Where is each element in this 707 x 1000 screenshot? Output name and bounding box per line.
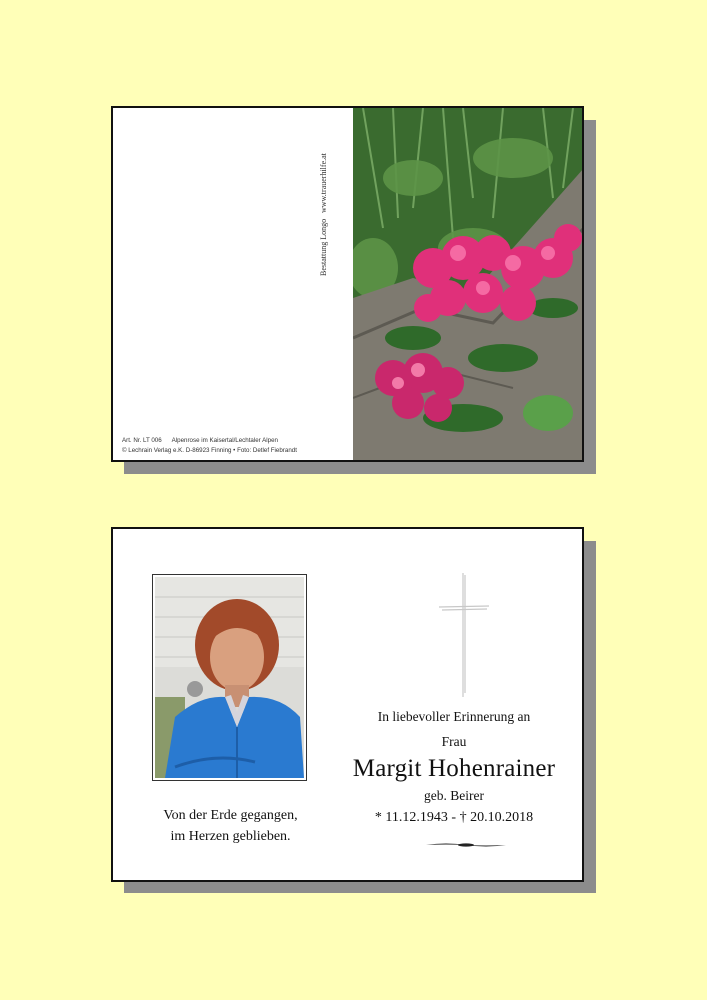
publisher-imprint — [122, 436, 297, 456]
back-card — [111, 106, 584, 462]
undertaker-imprint — [319, 126, 335, 276]
salutation: Frau — [441, 734, 467, 749]
portrait-photo — [152, 574, 307, 781]
photo-caption: Alpenrose im Kaisertal/Lechtaler Alpen — [171, 437, 278, 444]
memorial-intro: In liebevoller Erinnerung an — [377, 709, 531, 724]
copyright-line: © Lechrain Verlag e.K. D-86923 Finning • Foto: Detlef Fiebrandt — [122, 447, 297, 454]
quote-line-2: im Herzen geblieben. — [170, 829, 291, 844]
maiden-name: geb. Beirer — [424, 788, 484, 803]
front-card — [111, 527, 584, 882]
article-number: Art. Nr. LT 006 — [122, 437, 162, 444]
memorial-quote — [133, 805, 328, 847]
deceased-name: Margit Hohenrainer — [352, 755, 556, 782]
alpine-rose-photo — [353, 108, 584, 460]
life-dates: * 11.12.1943 - † 20.10.2018 — [374, 810, 534, 825]
undertaker-name: Bestattung Longo — [319, 218, 328, 276]
quote-line-1: Von der Erde gegangen, — [163, 808, 298, 823]
ornament-divider-icon — [426, 841, 506, 849]
undertaker-website: www.trauerhilfe.at — [319, 152, 328, 213]
cross-icon — [439, 573, 489, 697]
